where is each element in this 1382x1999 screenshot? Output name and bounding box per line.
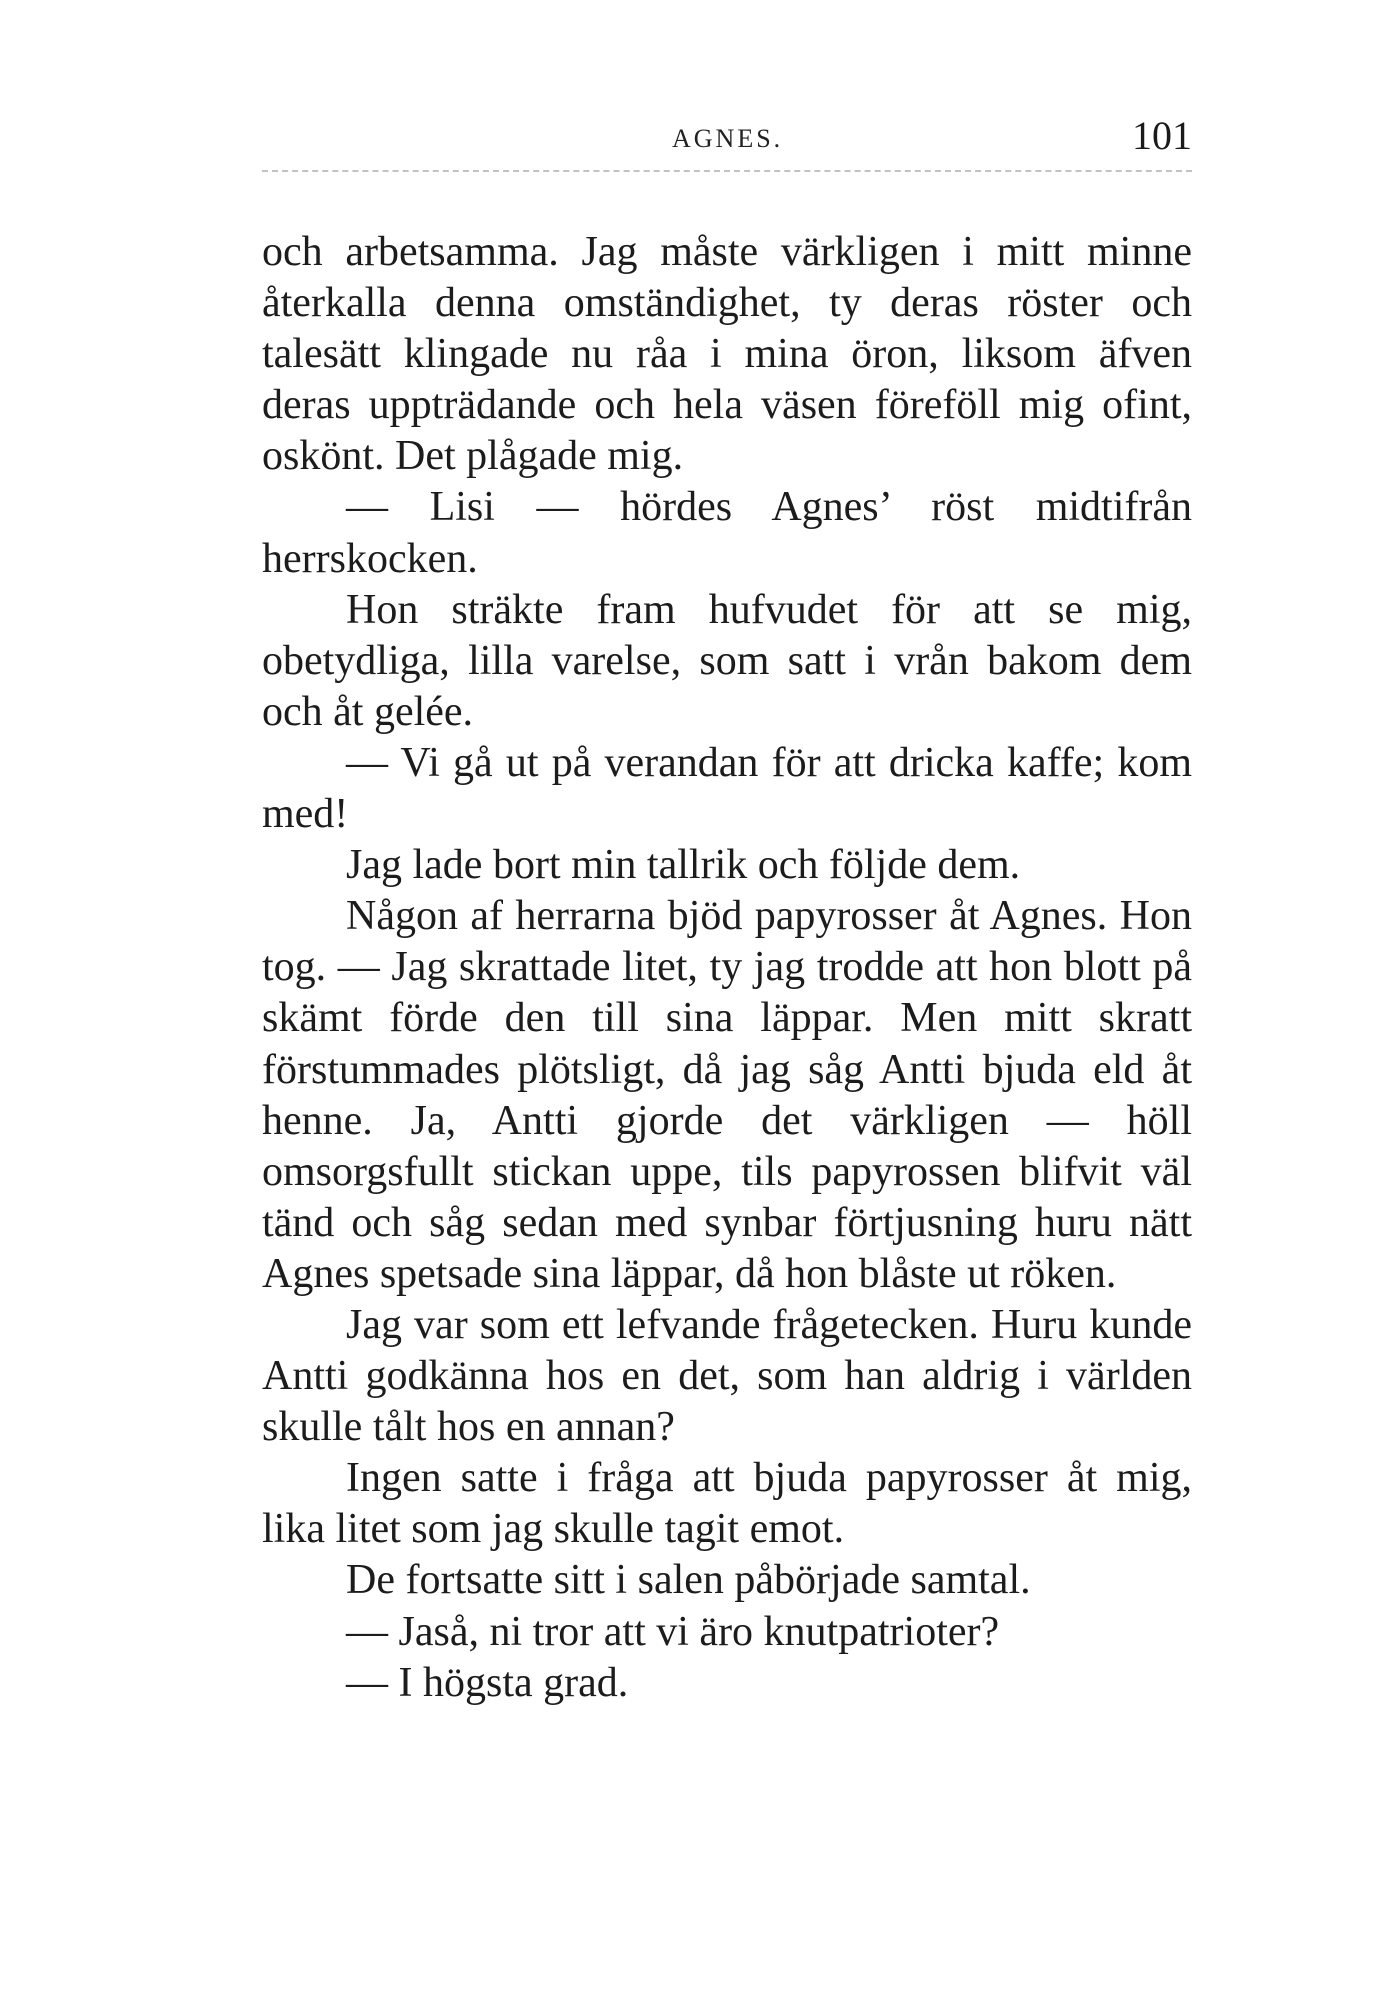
page-number: 101: [1132, 113, 1192, 158]
paragraph: — I högsta grad.: [346, 1659, 629, 1706]
paragraph: Ingen satte i fråga att bjuda papyrosser åt mig, lika litet som jag skulle tagit emot.: [262, 1455, 1192, 1553]
paragraph: — Lisi — hördes Agnes’ röst midtifrån herrskocken.: [262, 484, 1192, 582]
paragraph: Jag lade bort min tallrik och följde dem.: [346, 842, 1021, 889]
header-rule: [262, 170, 1192, 172]
paragraph: — Vi gå ut på verandan för att dricka kaffe; kom med!: [262, 739, 1192, 838]
paragraph: De fortsatte sitt i salen påbörjade samtal.: [346, 1557, 1031, 1604]
running-head: [262, 112, 1192, 162]
running-title: AGNES.: [672, 124, 784, 153]
paragraph: Någon af herrarna bjöd papyrosser åt Agnes. Hon tog. — Jag skrattade litet, ty jag trodde att hon blott på skämt förde den till sina läppar. Men mitt skratt förstummades plötsligt, då jag såg Antti bjuda eld åt henne. Ja, Antti gjorde det värkligen — höll omsorgsfullt stickan uppe, tils papyrossen blifvit väl tänd och såg sedan med synbar förtjusning huru nätt Agnes spetsade sina läppar, då hon blåste ut röken.: [262, 893, 1192, 1297]
paragraph: och arbetsamma. Jag måste värkligen i mitt minne återkalla denna omständighet, ty deras röster och talesätt klingade nu råa i mina öron, liksom äfven deras uppträdande och hela väsen föreföll mig ofint, oskönt. Det plågade mig.: [262, 229, 1192, 480]
paragraph: Hon sträkte fram hufvudet för att se mig, obetydliga, lilla varelse, som satt i vrån bakom dem och åt gelée.: [262, 586, 1192, 735]
paragraph: Jag var som ett lefvande frågetecken. Huru kunde Antti godkänna hos en det, som han aldrig i världen skulle tålt hos en annan?: [262, 1301, 1192, 1451]
body-text: [262, 227, 1192, 1709]
paragraph: — Jaså, ni tror att vi äro knutpatrioter?: [346, 1608, 1000, 1655]
